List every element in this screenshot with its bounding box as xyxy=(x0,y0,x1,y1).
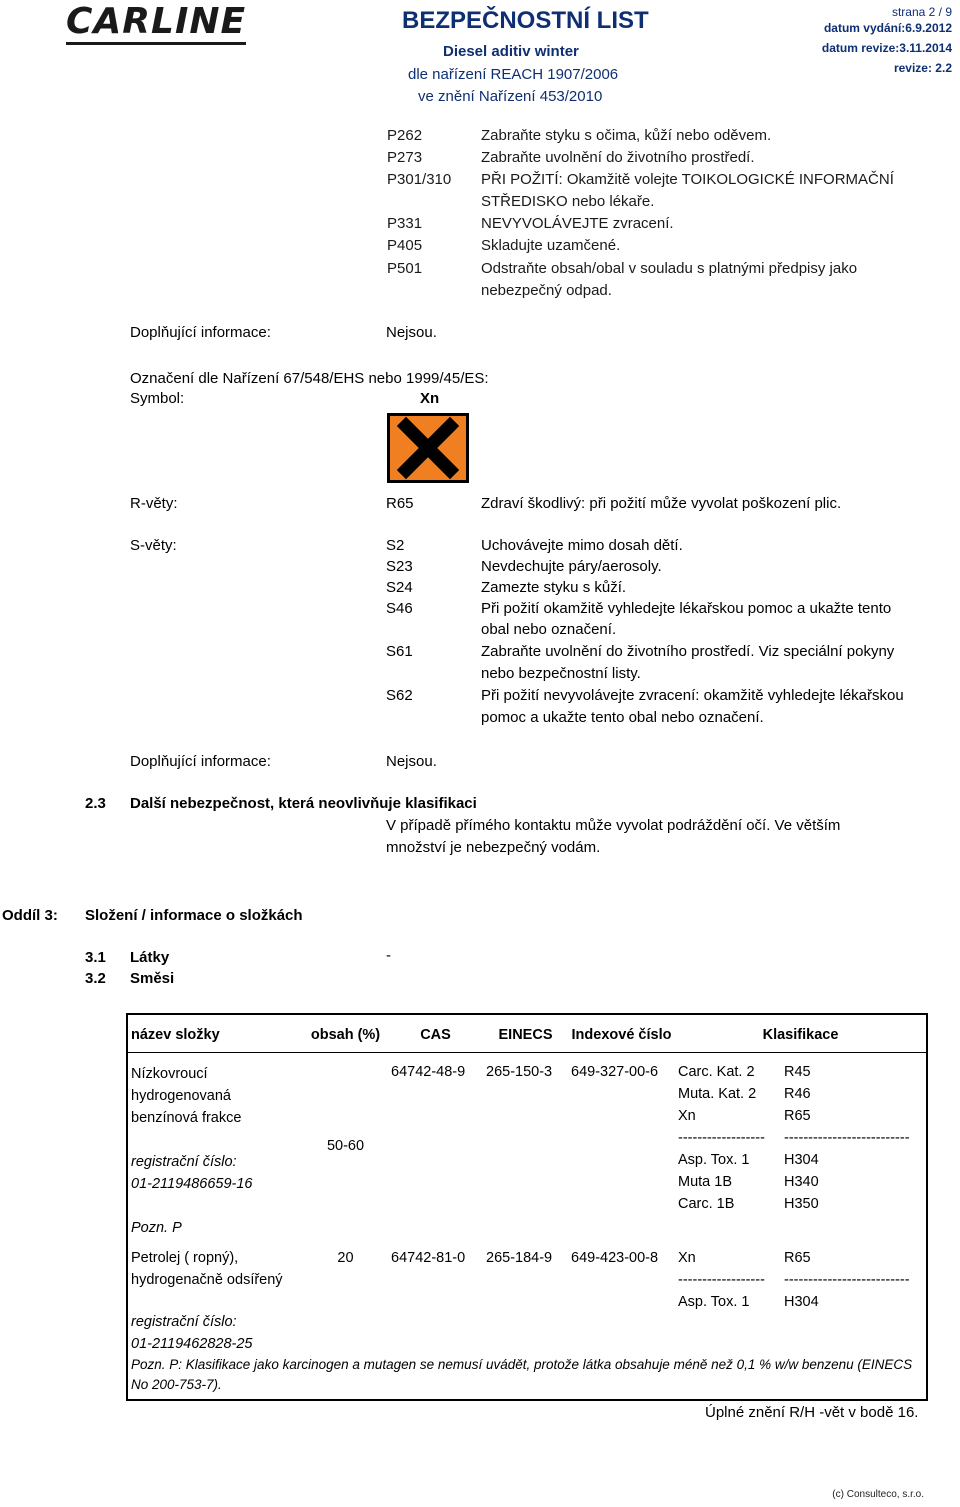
content-percent: 50-60 xyxy=(326,1138,365,1154)
footer-credit: (c) Consulteco, s.r.o. xyxy=(832,1489,924,1500)
p-text-cont: nebezpečný odpad. xyxy=(481,282,612,299)
registration-label: registrační číslo: xyxy=(131,1314,237,1330)
classification-b xyxy=(781,1239,927,1355)
section-2-3-number: 2.3 xyxy=(85,795,106,812)
section-2-3-text: V případě přímého kontaktu může vyvolat podráždění očí. Ve větším xyxy=(386,817,841,834)
class-item: Muta 1B xyxy=(678,1174,732,1190)
class-item: R65 xyxy=(784,1108,811,1124)
header-index: Indexové číslo xyxy=(568,1014,675,1053)
classification-a xyxy=(675,1053,781,1240)
p-code: P273 xyxy=(387,149,423,166)
regulation-reach: dle nařízení REACH 1907/2006 xyxy=(408,66,619,83)
s-text-cont: nebo bezpečnostní listy. xyxy=(481,665,641,682)
component-name xyxy=(127,1053,303,1240)
name-line: Nízkovroucí xyxy=(131,1066,208,1082)
table-header-row xyxy=(127,1014,927,1053)
class-item: R45 xyxy=(784,1064,811,1080)
p-text: Odstraňte obsah/obal v souladu s platnými předpisy jako xyxy=(481,260,858,277)
class-item: Muta. Kat. 2 xyxy=(678,1086,757,1102)
extra-info-value: Nejsou. xyxy=(386,753,437,770)
index-number: 649-327-00-6 xyxy=(571,1064,659,1080)
revision-number: revize: 2.2 xyxy=(893,61,952,75)
class-item: Asp. Tox. 1 xyxy=(678,1152,750,1168)
class-divider: -------------------------- xyxy=(784,1272,910,1288)
footnote-line: No 200-753-7). xyxy=(131,1377,222,1392)
registration-number: 01-2119462828-25 xyxy=(131,1336,253,1352)
class-divider: ------------------ xyxy=(678,1130,765,1146)
p-code: P301/310 xyxy=(387,171,452,188)
s-text: Uchovávejte mimo dosah dětí. xyxy=(481,537,683,554)
class-item: R65 xyxy=(784,1250,811,1266)
index-number: 649-423-00-8 xyxy=(571,1250,659,1266)
p-text: PŘI POŽITÍ: Okamžitě volejte TOIKOLOGICKÉ INFORMAČNÍ xyxy=(481,171,894,188)
content-percent: 20 xyxy=(337,1250,354,1266)
einecs-number: 265-184-9 xyxy=(486,1250,553,1266)
symbol-label: Symbol: xyxy=(130,390,185,407)
r-code: R65 xyxy=(386,495,414,512)
regulation-amendment: ve znění Nařízení 453/2010 xyxy=(418,88,603,105)
extra-info-label: Doplňující informace: xyxy=(130,324,271,341)
note-ref: Pozn. P xyxy=(131,1220,182,1236)
table-footnote-row xyxy=(127,1355,927,1400)
header-classification: Klasifikace xyxy=(675,1014,927,1053)
footnote-line: Pozn. P: Klasifikace jako karcinogen a mutagen se nemusí uvádět, protože látka obsahuje méně než 0,1 % w/w benzenu (EINECS xyxy=(131,1357,913,1372)
product-name: Diesel aditiv winter xyxy=(443,43,579,60)
classification-a xyxy=(675,1239,781,1355)
issue-date: datum vydání:6.9.2012 xyxy=(823,21,952,35)
section-3-1-title: Látky xyxy=(130,949,170,966)
p-code: P331 xyxy=(387,215,423,232)
carline-logo: CARLINE xyxy=(66,2,246,45)
extra-info-value: Nejsou. xyxy=(386,324,437,341)
harmful-xn-icon xyxy=(387,413,469,483)
document-title: BEZPEČNOSTNÍ LIST xyxy=(402,7,649,34)
s-text: Při požití nevyvolávejte zvracení: okamžitě vyhledejte lékařskou xyxy=(481,687,904,704)
header-cas: CAS xyxy=(388,1014,483,1053)
classification-b xyxy=(781,1053,927,1240)
extra-info-label: Doplňující informace: xyxy=(130,753,271,770)
p-text: Skladujte uzamčené. xyxy=(481,237,621,254)
s-text: Zamezte styku s kůží. xyxy=(481,579,627,596)
name-line: hydrogenačně odsířený xyxy=(131,1272,283,1288)
section-2-3-title: Další nebezpečnost, která neovlivňuje klasifikaci xyxy=(130,795,477,812)
cas-number: 64742-81-0 xyxy=(391,1250,466,1266)
s-code: S23 xyxy=(386,558,413,575)
class-item: Carc. 1B xyxy=(678,1196,735,1212)
s-phrases-label: S-věty: xyxy=(130,537,177,554)
p-text: NEVYVOLÁVEJTE zvracení. xyxy=(481,215,674,232)
table-footnote xyxy=(127,1355,927,1400)
s-text: Zabraňte uvolnění do životního prostředí. Viz speciální pokyny xyxy=(481,643,895,660)
component-name xyxy=(127,1239,303,1355)
class-divider: -------------------------- xyxy=(784,1130,910,1146)
name-line: Petrolej ( ropný), xyxy=(131,1250,239,1266)
header-component-name: název složky xyxy=(127,1014,303,1053)
page-number: strana 2 / 9 xyxy=(891,5,952,19)
section-3-2-title: Směsi xyxy=(130,970,175,987)
s-text-cont: obal nebo označení. xyxy=(481,621,617,638)
section-2-3-text-cont: množství je nebezpečný vodám. xyxy=(386,839,601,856)
class-item: H340 xyxy=(784,1174,819,1190)
p-code: P501 xyxy=(387,260,423,277)
s-code: S24 xyxy=(386,579,413,596)
class-item: H350 xyxy=(784,1196,819,1212)
class-item: H304 xyxy=(784,1152,819,1168)
registration-number: 01-2119486659-16 xyxy=(131,1176,253,1192)
table-row xyxy=(127,1053,927,1240)
class-item: Carc. Kat. 2 xyxy=(678,1064,755,1080)
section-3-1-value: - xyxy=(386,947,391,964)
eu-labelling-heading: Označení dle Nařízení 67/548/EHS nebo 1999/45/ES: xyxy=(130,370,489,387)
p-text: Zabraňte uvolnění do životního prostředí. xyxy=(481,149,755,166)
name-line: benzínová frakce xyxy=(131,1110,242,1126)
section-3-2-number: 3.2 xyxy=(85,970,106,987)
s-code: S61 xyxy=(386,643,413,660)
class-item: Xn xyxy=(678,1250,696,1266)
section-3-1-number: 3.1 xyxy=(85,949,106,966)
p-text-cont: STŘEDISKO nebo lékaře. xyxy=(481,193,655,210)
symbol-code: Xn xyxy=(420,390,440,407)
section-3-title: Složení / informace o složkách xyxy=(85,907,303,924)
p-text: Zabraňte styku s očima, kůží nebo oděvem. xyxy=(481,127,772,144)
r-phrases-label: R-věty: xyxy=(130,495,178,512)
registration-label: registrační číslo: xyxy=(131,1154,237,1170)
class-item: R46 xyxy=(784,1086,811,1102)
cas-number: 64742-48-9 xyxy=(391,1064,466,1080)
class-item: Asp. Tox. 1 xyxy=(678,1294,750,1310)
components-table xyxy=(126,1013,928,1401)
table-row xyxy=(127,1239,927,1355)
s-text-cont: pomoc a ukažte tento obal nebo označení. xyxy=(481,709,764,726)
p-code: P262 xyxy=(387,127,423,144)
class-divider: ------------------ xyxy=(678,1272,765,1288)
einecs-number: 265-150-3 xyxy=(486,1064,553,1080)
s-code: S2 xyxy=(386,537,405,554)
r-text: Zdraví škodlivý: při požití může vyvolat poškození plic. xyxy=(481,495,842,512)
revision-date: datum revize:3.11.2014 xyxy=(821,41,952,55)
full-text-reference: Úplné znění R/H -vět v bodě 16. xyxy=(705,1404,919,1421)
name-line: hydrogenovaná xyxy=(131,1088,231,1104)
section-3-label: Oddíl 3: xyxy=(2,907,58,924)
header-content: obsah (%) xyxy=(303,1014,388,1053)
s-text: Nevdechujte páry/aerosoly. xyxy=(481,558,662,575)
s-code: S46 xyxy=(386,600,413,617)
header-einecs: EINECS xyxy=(483,1014,568,1053)
class-item: Xn xyxy=(678,1108,696,1124)
s-text: Při požití okamžitě vyhledejte lékařskou pomoc a ukažte tento xyxy=(481,600,892,617)
p-code: P405 xyxy=(387,237,423,254)
s-code: S62 xyxy=(386,687,413,704)
class-item: H304 xyxy=(784,1294,819,1310)
